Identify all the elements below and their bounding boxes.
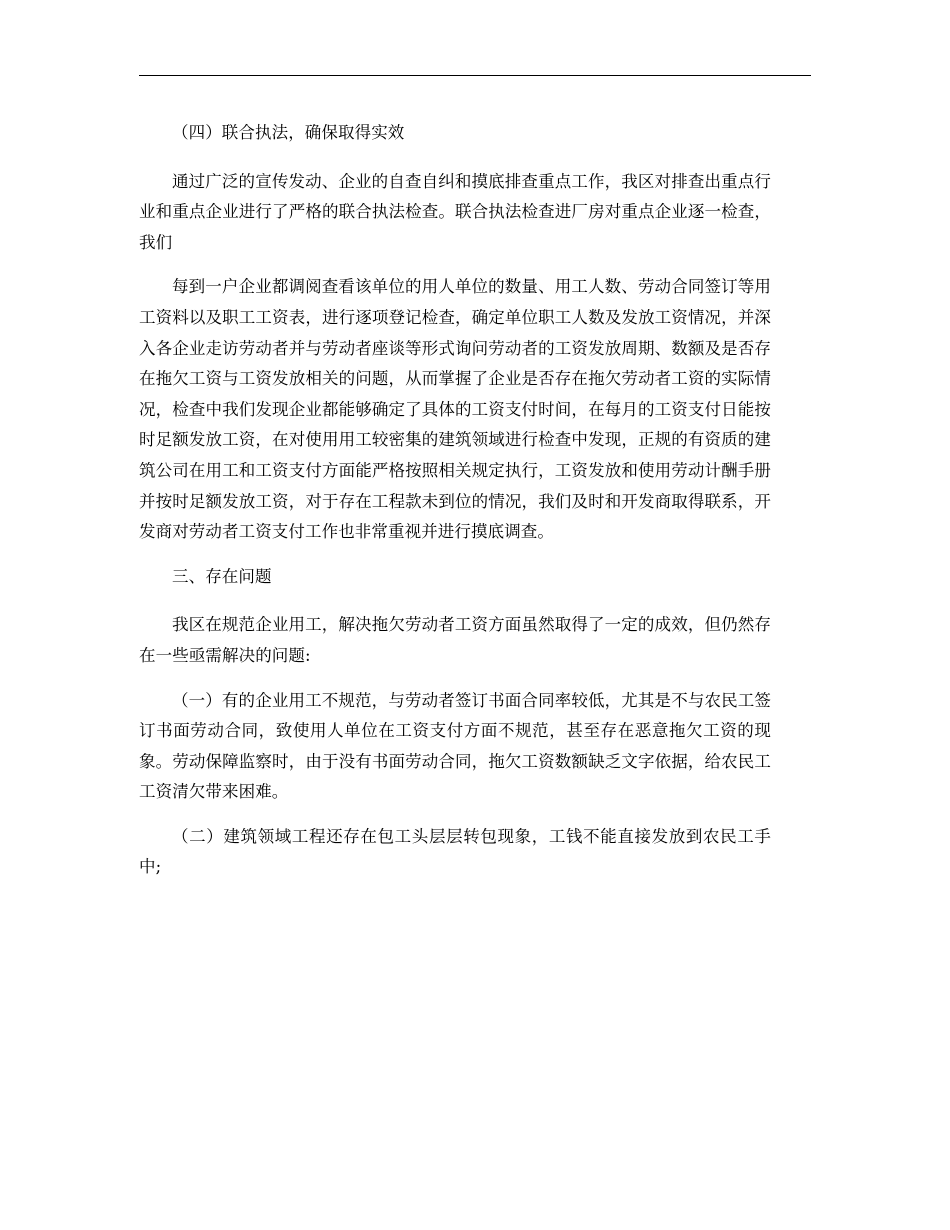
section-heading-existing-problems: 三、存在问题 bbox=[172, 566, 272, 586]
paragraph-inspection-details: 每到一户企业都调阅查看该单位的用人单位的数量、用工人数、劳动合同签订等用工资料以及职工工资表，进行逐项登记检查，确定单位职工人数及发放工资情况，并深入各企业走访劳动者并与劳动者座谈等形式询问劳动者的工资发放周期、数额及是否存在拖欠工资与工资发放相关的问题，从而掌握了企业是否存在拖欠劳动者工资的实际情况，检查中我们发现企业都能够确定了具体的工资支付时间，在每月的工资支付日能按时足额发放工资，在对使用用工较密集的建筑领域进行检查中发现，正规的有资质的建筑公司在用工和工资支付方面能严格按照相关规定执行，工资发放和使用劳动计酬手册并按时足额发放工资，对于存在工程款未到位的情况，我们及时和开发商取得联系，开发商对劳动者工资支付工作也非常重视并进行摸底调查。 bbox=[139, 277, 771, 542]
section-heading-joint-enforcement: （四）联合执法，确保取得实效 bbox=[172, 123, 405, 142]
document-body bbox=[139, 118, 771, 897]
paragraph-enforcement-intro: 通过广泛的宣传发动、企业的自查自纠和摸底排查重点工作，我区对排查出重点行业和重点企业进行了严格的联合执法检查。联合执法检查进厂房对重点企业逐一检查，我们 bbox=[139, 171, 771, 252]
paragraph-problem-one: （一）有的企业用工不规范，与劳动者签订书面合同率较低，尤其是不与农民工签订书面劳动合同，致使用人单位在工资支付方面不规范，甚至存在恶意拖欠工资的现象。劳动保障监察时，由于没有书面劳动合同，拖欠工资数额缺乏文字依据，给农民工工资清欠带来困难。 bbox=[139, 690, 771, 802]
paragraph-problem-two: （二）建筑领域工程还存在包工头层层转包现象，工钱不能直接发放到农民工手中; bbox=[139, 826, 771, 877]
paragraph-problems-intro: 我区在规范企业用工，解决拖欠劳动者工资方面虽然取得了一定的成效，但仍然存在一些亟需解决的问题: bbox=[139, 615, 771, 665]
header-rule bbox=[139, 75, 811, 76]
